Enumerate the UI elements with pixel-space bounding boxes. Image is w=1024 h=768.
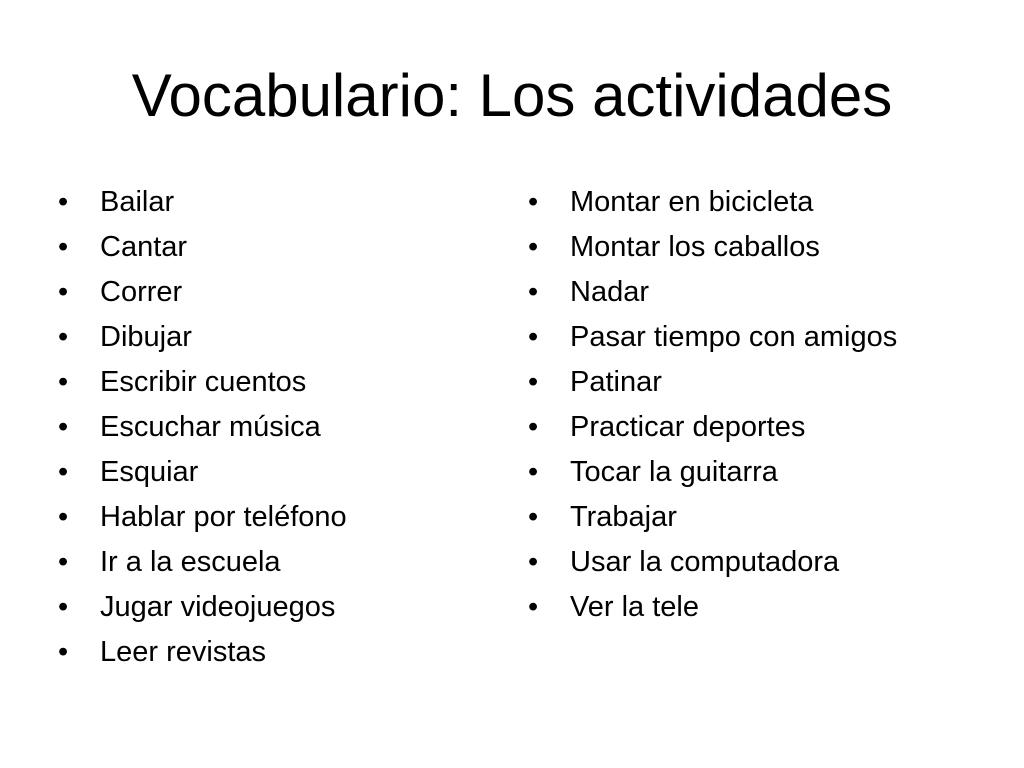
list-item <box>528 315 1008 360</box>
activity-label: Esquiar <box>100 456 199 488</box>
list-item <box>528 360 1008 405</box>
bullet-icon: • <box>58 186 69 218</box>
list-item <box>528 495 1008 540</box>
activity-label: Tocar la guitarra <box>570 456 778 488</box>
activity-label: Nadar <box>570 276 649 308</box>
activity-label: Patinar <box>570 366 662 398</box>
activity-label: Cantar <box>100 231 188 263</box>
bullet-icon: • <box>528 186 539 218</box>
activity-label: Escribir cuentos <box>100 366 307 398</box>
bullet-icon: • <box>528 321 539 353</box>
bullet-icon: • <box>58 321 69 353</box>
list-item <box>528 405 1008 450</box>
bullet-icon: • <box>58 231 69 263</box>
activity-label: Hablar por teléfono <box>100 501 347 533</box>
bullet-icon: • <box>528 591 539 623</box>
bullet-icon: • <box>528 231 539 263</box>
bullet-icon: • <box>58 411 69 443</box>
activity-label: Trabajar <box>570 501 677 533</box>
bullet-icon: • <box>58 546 69 578</box>
activity-label: Leer revistas <box>100 636 267 668</box>
activity-label: Usar la computadora <box>570 546 840 578</box>
list-item <box>58 270 478 315</box>
activity-label: Montar los caballos <box>570 231 820 263</box>
list-item <box>528 585 1008 630</box>
bullet-icon: • <box>528 456 539 488</box>
list-item <box>58 585 478 630</box>
list-item <box>58 405 478 450</box>
activity-label: Bailar <box>100 186 175 218</box>
bullet-icon: • <box>58 456 69 488</box>
list-item <box>528 540 1008 585</box>
activity-label: Dibujar <box>100 321 192 353</box>
list-item <box>58 225 478 270</box>
bullet-icon: • <box>528 411 539 443</box>
bullet-icon: • <box>58 501 69 533</box>
list-item <box>58 540 478 585</box>
activity-label: Jugar videojuegos <box>100 591 336 623</box>
bullet-icon: • <box>58 636 69 668</box>
bullet-icon: • <box>528 366 539 398</box>
list-item <box>528 450 1008 495</box>
left-activity-list <box>58 180 478 675</box>
list-item <box>58 360 478 405</box>
activity-label: Correr <box>100 276 183 308</box>
activity-label: Montar en bicicleta <box>570 186 814 218</box>
list-item <box>58 495 478 540</box>
bullet-icon: • <box>58 591 69 623</box>
activity-label: Ver la tele <box>570 591 699 623</box>
bullet-icon: • <box>58 366 69 398</box>
list-item <box>528 225 1008 270</box>
list-item <box>528 270 1008 315</box>
activity-label: Ir a la escuela <box>100 546 281 578</box>
list-item <box>528 180 1008 225</box>
list-item <box>58 315 478 360</box>
activity-label: Practicar deportes <box>570 411 806 443</box>
activity-label: Escuchar música <box>100 411 321 443</box>
activity-label: Pasar tiempo con amigos <box>570 321 898 353</box>
list-item <box>58 630 478 675</box>
bullet-icon: • <box>58 276 69 308</box>
list-item <box>58 180 478 225</box>
list-item <box>58 450 478 495</box>
right-activity-list <box>528 180 1008 630</box>
slide-title: Vocabulario: Los actividades <box>131 62 893 129</box>
bullet-icon: • <box>528 501 539 533</box>
bullet-icon: • <box>528 276 539 308</box>
bullet-icon: • <box>528 546 539 578</box>
